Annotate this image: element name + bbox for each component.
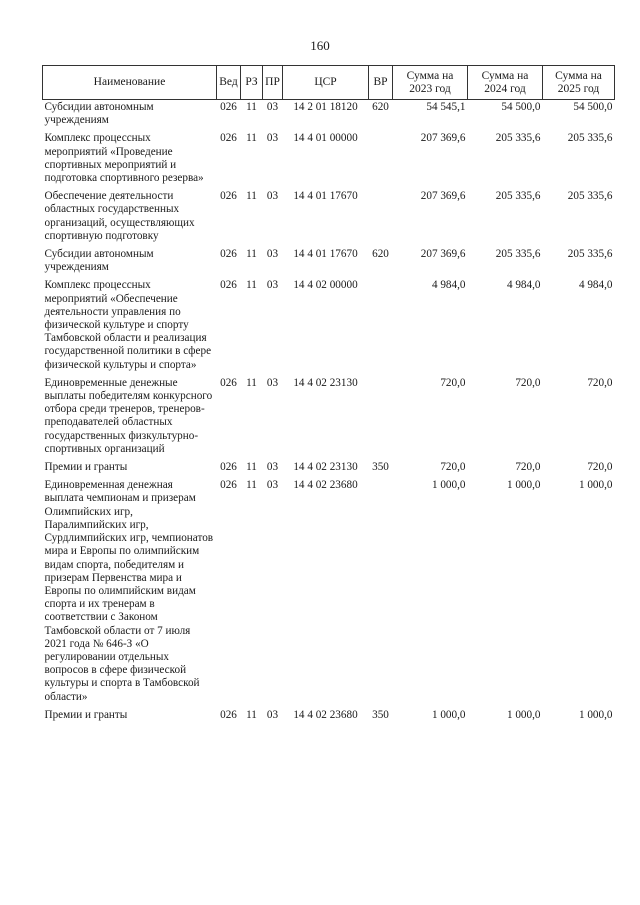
table-row — [43, 376, 615, 460]
header-sum-2023: Сумма на 2023 год — [393, 66, 468, 100]
cell-name: Единовременная денежная выплата чемпионам и призерам Олимпийских игр, Паралимпийских игр, Сурдлимпийских игр, чемпионатов мира и Европы по олимпийским видам спорта, победителям и призерам Первенства мира и Европы по олимпийским видам спорта и их тренерам в соответствии с Законом Тамбовской области от 7 июля 2021 года № 646-З «О регулировании отдельных вопросов в сфере физической культуры и спорта в Тамбовской области» — [44, 479, 214, 703]
cell-rz: 11 — [246, 101, 257, 113]
cell-sum-2023: 207 369,6 — [420, 248, 466, 261]
cell-pr: 03 — [266, 279, 279, 292]
budget-table — [42, 65, 615, 726]
cell-sum-2023: 54 545,1 — [426, 101, 466, 113]
cell-sum-2023: 1 000,0 — [431, 479, 466, 492]
table-row — [43, 278, 615, 375]
cell-rz: 11 — [246, 279, 257, 292]
cell-sum-2023: 1 000,0 — [431, 708, 466, 721]
cell-sum-2025: 1 000,0 — [578, 479, 613, 492]
header-sum-2024: Сумма на 2024 год — [468, 66, 543, 100]
cell-sum-2024: 205 335,6 — [495, 190, 541, 203]
cell-pr: 03 — [266, 708, 279, 721]
cell-csr: 14 2 01 18120 — [293, 101, 358, 113]
cell-rz: 11 — [246, 132, 257, 145]
cell-sum-2025: 720,0 — [587, 461, 613, 474]
cell-name: Комплекс процессных мероприятий «Проведение спортивных мероприятий и подготовка спортивного резерва» — [44, 132, 204, 185]
cell-sum-2024: 54 500,0 — [501, 101, 541, 113]
cell-vr — [369, 131, 393, 189]
cell-vr — [369, 278, 393, 375]
cell-rz: 11 — [246, 190, 257, 203]
cell-name: Субсидии автономным учреждениям — [44, 101, 154, 127]
cell-rz: 11 — [246, 376, 257, 389]
cell-sum-2025: 205 335,6 — [567, 190, 613, 203]
cell-pr: 03 — [266, 101, 279, 113]
cell-sum-2025: 205 335,6 — [567, 132, 613, 145]
cell-rz: 11 — [246, 479, 257, 492]
cell-ved: 026 — [220, 279, 237, 292]
cell-ved: 026 — [220, 101, 237, 113]
cell-csr: 14 4 02 23680 — [293, 708, 358, 721]
cell-sum-2024: 1 000,0 — [506, 708, 541, 721]
cell-sum-2023: 4 984,0 — [431, 279, 466, 292]
cell-pr: 03 — [266, 479, 279, 492]
cell-sum-2025: 4 984,0 — [578, 279, 613, 292]
cell-sum-2023: 207 369,6 — [420, 190, 466, 203]
cell-csr: 14 4 02 23680 — [293, 479, 358, 492]
cell-csr: 14 4 02 23130 — [293, 461, 358, 474]
header-vr: ВР — [369, 66, 393, 100]
cell-rz: 11 — [246, 248, 257, 261]
cell-name: Премии и гранты — [44, 708, 128, 721]
cell-name: Единовременные денежные выплаты победителям конкурсного отбора среди тренеров, тренеров-преподавателей областных государственных физкультурно-спортивных организаций — [44, 376, 213, 455]
cell-pr: 03 — [266, 132, 279, 145]
cell-ved: 026 — [220, 461, 237, 474]
cell-vr: 350 — [372, 708, 389, 721]
cell-vr — [369, 189, 393, 247]
cell-vr: 620 — [372, 101, 389, 113]
cell-csr: 14 4 02 23130 — [293, 376, 358, 389]
cell-sum-2025: 720,0 — [587, 376, 613, 389]
table-row — [43, 131, 615, 189]
cell-sum-2023: 207 369,6 — [420, 132, 466, 145]
cell-vr: 620 — [372, 248, 389, 261]
header-sum-2025: Сумма на 2025 год — [543, 66, 615, 100]
cell-name: Комплекс процессных мероприятий «Обеспечение деятельности управления по физической культуре и спорту Тамбовской области и реализация государственной политики в сфере физической культуры и спорта» — [44, 279, 212, 371]
table-row — [43, 189, 615, 247]
table-body — [43, 100, 615, 726]
cell-ved: 026 — [220, 132, 237, 145]
header-rz: РЗ — [241, 66, 263, 100]
table-header-row — [43, 66, 615, 100]
cell-sum-2025: 54 500,0 — [573, 101, 613, 113]
cell-csr: 14 4 01 00000 — [293, 132, 358, 145]
cell-rz: 11 — [246, 461, 257, 474]
cell-vr: 350 — [372, 461, 389, 474]
page-number: 160 — [310, 38, 330, 53]
cell-sum-2025: 1 000,0 — [578, 708, 613, 721]
cell-name: Премии и гранты — [44, 461, 128, 474]
cell-sum-2023: 720,0 — [440, 376, 466, 389]
cell-sum-2024: 4 984,0 — [506, 279, 541, 292]
cell-sum-2024: 205 335,6 — [495, 132, 541, 145]
table-row — [43, 100, 615, 132]
cell-ved: 026 — [220, 376, 237, 389]
header-ved: Вед — [217, 66, 241, 100]
table-row — [43, 460, 615, 478]
cell-pr: 03 — [266, 461, 279, 474]
cell-vr — [369, 478, 393, 707]
cell-name: Обеспечение деятельности областных государственных организаций, осуществляющих спортивную подготовку — [44, 190, 195, 242]
cell-pr: 03 — [266, 376, 279, 389]
header-csr: ЦСР — [283, 66, 369, 100]
header-name: Наименование — [43, 66, 217, 100]
cell-vr — [369, 376, 393, 460]
header-pr: ПР — [263, 66, 283, 100]
cell-ved: 026 — [220, 708, 237, 721]
cell-csr: 14 4 02 00000 — [293, 279, 358, 292]
table-row — [43, 478, 615, 707]
cell-sum-2025: 205 335,6 — [567, 248, 613, 261]
cell-sum-2024: 720,0 — [515, 376, 541, 389]
cell-ved: 026 — [220, 248, 237, 261]
table-row — [43, 708, 615, 726]
cell-name: Субсидии автономным учреждениям — [44, 248, 154, 274]
cell-csr: 14 4 01 17670 — [293, 190, 358, 203]
table-row — [43, 247, 615, 278]
cell-sum-2024: 720,0 — [515, 461, 541, 474]
cell-pr: 03 — [266, 190, 279, 203]
cell-ved: 026 — [220, 190, 237, 203]
cell-sum-2023: 720,0 — [440, 461, 466, 474]
cell-csr: 14 4 01 17670 — [293, 248, 358, 261]
cell-sum-2024: 205 335,6 — [495, 248, 541, 261]
cell-sum-2024: 1 000,0 — [506, 479, 541, 492]
cell-rz: 11 — [246, 708, 257, 721]
cell-pr: 03 — [266, 248, 279, 261]
cell-ved: 026 — [220, 479, 237, 492]
